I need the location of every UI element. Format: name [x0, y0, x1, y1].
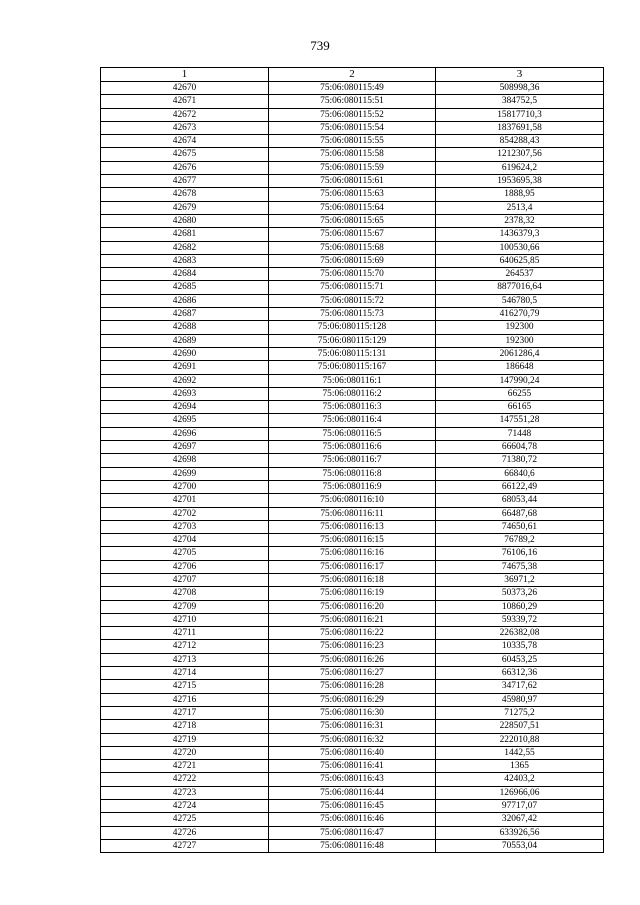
value-cell: 66165 [436, 401, 604, 414]
cadastral-number-cell: 75:06:080116:6 [269, 441, 436, 454]
table-row [101, 680, 604, 693]
row-number-cell: 42697 [101, 441, 269, 454]
cadastral-number-cell: 75:06:080116:19 [269, 587, 436, 600]
row-number-cell: 42707 [101, 573, 269, 586]
table-row [101, 547, 604, 560]
row-number-cell: 42719 [101, 733, 269, 746]
value-cell: 416270,79 [436, 308, 604, 321]
column-header-3: 3 [436, 68, 604, 82]
cadastral-number-cell: 75:06:080115:52 [269, 108, 436, 121]
cadastral-number-cell: 75:06:080116:3 [269, 401, 436, 414]
cadastral-number-cell: 75:06:080115:68 [269, 241, 436, 254]
table-row [101, 201, 604, 214]
cadastral-number-cell: 75:06:080116:27 [269, 667, 436, 680]
table-row [101, 361, 604, 374]
value-cell: 633926,56 [436, 826, 604, 839]
cadastral-number-cell: 75:06:080115:64 [269, 201, 436, 214]
value-cell: 619624,2 [436, 161, 604, 174]
table-row [101, 613, 604, 626]
table-row [101, 786, 604, 799]
table-row [101, 454, 604, 467]
table-row [101, 839, 604, 852]
cadastral-number-cell: 75:06:080115:72 [269, 294, 436, 307]
table-row [101, 374, 604, 387]
table-row [101, 640, 604, 653]
table-row [101, 175, 604, 188]
page-number: 739 [310, 38, 330, 53]
cadastral-number-cell: 75:06:080116:2 [269, 387, 436, 400]
value-cell: 66312,36 [436, 667, 604, 680]
row-number-cell: 42674 [101, 135, 269, 148]
cadastral-number-cell: 75:06:080116:13 [269, 520, 436, 533]
cadastral-number-cell: 75:06:080115:51 [269, 95, 436, 108]
cadastral-number-cell: 75:06:080116:20 [269, 600, 436, 613]
row-number-cell: 42700 [101, 480, 269, 493]
row-number-cell: 42684 [101, 268, 269, 281]
cadastral-number-cell: 75:06:080116:47 [269, 826, 436, 839]
row-number-cell: 42710 [101, 613, 269, 626]
table-row [101, 334, 604, 347]
value-cell: 74675,38 [436, 560, 604, 573]
row-number-cell: 42725 [101, 813, 269, 826]
cadastral-number-cell: 75:06:080115:55 [269, 135, 436, 148]
table-row [101, 826, 604, 839]
table-row [101, 467, 604, 480]
row-number-cell: 42677 [101, 175, 269, 188]
cadastral-number-cell: 75:06:080116:28 [269, 680, 436, 693]
table-row [101, 321, 604, 334]
cadastral-number-cell: 75:06:080116:31 [269, 720, 436, 733]
table-row [101, 760, 604, 773]
table-row [101, 148, 604, 161]
cadastral-number-cell: 75:06:080115:69 [269, 254, 436, 267]
row-number-cell: 42708 [101, 587, 269, 600]
table-row [101, 813, 604, 826]
value-cell: 59339,72 [436, 613, 604, 626]
cadastral-number-cell: 75:06:080116:7 [269, 454, 436, 467]
cadastral-number-cell: 75:06:080116:32 [269, 733, 436, 746]
row-number-cell: 42712 [101, 640, 269, 653]
table-row [101, 441, 604, 454]
row-number-cell: 42718 [101, 720, 269, 733]
cadastral-number-cell: 75:06:080116:5 [269, 427, 436, 440]
value-cell: 66122,49 [436, 480, 604, 493]
row-number-cell: 42686 [101, 294, 269, 307]
row-number-cell: 42695 [101, 414, 269, 427]
table-row [101, 800, 604, 813]
table-row [101, 653, 604, 666]
table-row [101, 480, 604, 493]
row-number-cell: 42701 [101, 494, 269, 507]
cadastral-number-cell: 75:06:080115:167 [269, 361, 436, 374]
value-cell: 192300 [436, 334, 604, 347]
row-number-cell: 42685 [101, 281, 269, 294]
row-number-cell: 42676 [101, 161, 269, 174]
value-cell: 32067,42 [436, 813, 604, 826]
table-row [101, 693, 604, 706]
row-number-cell: 42681 [101, 228, 269, 241]
table-row [101, 600, 604, 613]
value-cell: 2513,4 [436, 201, 604, 214]
table-row [101, 241, 604, 254]
table-row [101, 720, 604, 733]
row-number-cell: 42687 [101, 308, 269, 321]
table-row [101, 135, 604, 148]
row-number-cell: 42713 [101, 653, 269, 666]
value-cell: 76789,2 [436, 534, 604, 547]
value-cell: 1837691,58 [436, 121, 604, 134]
value-cell: 50373,26 [436, 587, 604, 600]
cadastral-number-cell: 75:06:080115:73 [269, 308, 436, 321]
table-row [101, 560, 604, 573]
cadastral-number-cell: 75:06:080116:11 [269, 507, 436, 520]
cadastral-number-cell: 75:06:080116:46 [269, 813, 436, 826]
value-cell: 186648 [436, 361, 604, 374]
row-number-cell: 42722 [101, 773, 269, 786]
value-cell: 1365 [436, 760, 604, 773]
table-row [101, 627, 604, 640]
row-number-cell: 42709 [101, 600, 269, 613]
value-cell: 126966,06 [436, 786, 604, 799]
value-cell: 10860,29 [436, 600, 604, 613]
value-cell: 226382,08 [436, 627, 604, 640]
table-row [101, 401, 604, 414]
value-cell: 66487,68 [436, 507, 604, 520]
cadastral-number-cell: 75:06:080116:45 [269, 800, 436, 813]
value-cell: 228507,51 [436, 720, 604, 733]
table-row [101, 534, 604, 547]
value-cell: 1442,55 [436, 746, 604, 759]
row-number-cell: 42716 [101, 693, 269, 706]
cadastral-number-cell: 75:06:080115:59 [269, 161, 436, 174]
cadastral-number-cell: 75:06:080115:61 [269, 175, 436, 188]
table-row [101, 95, 604, 108]
table-header-row [101, 68, 604, 82]
value-cell: 1888,95 [436, 188, 604, 201]
value-cell: 1953695,38 [436, 175, 604, 188]
table-row [101, 188, 604, 201]
table-row [101, 281, 604, 294]
cadastral-number-cell: 75:06:080115:49 [269, 82, 436, 95]
row-number-cell: 42703 [101, 520, 269, 533]
table-row [101, 494, 604, 507]
table-row [101, 667, 604, 680]
cadastral-number-cell: 75:06:080116:43 [269, 773, 436, 786]
value-cell: 2378,32 [436, 214, 604, 227]
cadastral-number-cell: 75:06:080116:23 [269, 640, 436, 653]
data-table [100, 67, 604, 853]
cadastral-number-cell: 75:06:080115:128 [269, 321, 436, 334]
value-cell: 71275,2 [436, 706, 604, 719]
value-cell: 71448 [436, 427, 604, 440]
cadastral-number-cell: 75:06:080116:8 [269, 467, 436, 480]
table-row [101, 507, 604, 520]
table-row [101, 773, 604, 786]
cadastral-number-cell: 75:06:080115:65 [269, 214, 436, 227]
table-row [101, 706, 604, 719]
row-number-cell: 42683 [101, 254, 269, 267]
value-cell: 1212307,56 [436, 148, 604, 161]
value-cell: 222010,88 [436, 733, 604, 746]
value-cell: 854288,43 [436, 135, 604, 148]
cadastral-number-cell: 75:06:080116:9 [269, 480, 436, 493]
value-cell: 546780,5 [436, 294, 604, 307]
table-row [101, 121, 604, 134]
row-number-cell: 42675 [101, 148, 269, 161]
row-number-cell: 42682 [101, 241, 269, 254]
row-number-cell: 42672 [101, 108, 269, 121]
cadastral-number-cell: 75:06:080116:10 [269, 494, 436, 507]
cadastral-number-cell: 75:06:080116:18 [269, 573, 436, 586]
row-number-cell: 42671 [101, 95, 269, 108]
row-number-cell: 42717 [101, 706, 269, 719]
row-number-cell: 42720 [101, 746, 269, 759]
table-row [101, 347, 604, 360]
value-cell: 76106,16 [436, 547, 604, 560]
cadastral-number-cell: 75:06:080116:40 [269, 746, 436, 759]
table-row [101, 254, 604, 267]
cadastral-number-cell: 75:06:080115:71 [269, 281, 436, 294]
column-header-2: 2 [269, 68, 436, 82]
cadastral-number-cell: 75:06:080116:29 [269, 693, 436, 706]
value-cell: 34717,62 [436, 680, 604, 693]
value-cell: 70553,04 [436, 839, 604, 852]
table-row [101, 294, 604, 307]
value-cell: 68053,44 [436, 494, 604, 507]
value-cell: 1436379,3 [436, 228, 604, 241]
row-number-cell: 42694 [101, 401, 269, 414]
table-row [101, 733, 604, 746]
table-row [101, 308, 604, 321]
value-cell: 97717,07 [436, 800, 604, 813]
row-number-cell: 42714 [101, 667, 269, 680]
row-number-cell: 42690 [101, 347, 269, 360]
value-cell: 10335,78 [436, 640, 604, 653]
row-number-cell: 42673 [101, 121, 269, 134]
row-number-cell: 42723 [101, 786, 269, 799]
row-number-cell: 42670 [101, 82, 269, 95]
value-cell: 264537 [436, 268, 604, 281]
row-number-cell: 42689 [101, 334, 269, 347]
value-cell: 384752,5 [436, 95, 604, 108]
value-cell: 147990,24 [436, 374, 604, 387]
row-number-cell: 42692 [101, 374, 269, 387]
cadastral-number-cell: 75:06:080116:16 [269, 547, 436, 560]
row-number-cell: 42727 [101, 839, 269, 852]
cadastral-number-cell: 75:06:080116:48 [269, 839, 436, 852]
value-cell: 147551,28 [436, 414, 604, 427]
cadastral-number-cell: 75:06:080116:44 [269, 786, 436, 799]
row-number-cell: 42726 [101, 826, 269, 839]
row-number-cell: 42711 [101, 627, 269, 640]
cadastral-number-cell: 75:06:080116:21 [269, 613, 436, 626]
cadastral-number-cell: 75:06:080116:15 [269, 534, 436, 547]
value-cell: 640625,85 [436, 254, 604, 267]
cadastral-number-cell: 75:06:080115:58 [269, 148, 436, 161]
cadastral-number-cell: 75:06:080115:63 [269, 188, 436, 201]
row-number-cell: 42699 [101, 467, 269, 480]
table-row [101, 108, 604, 121]
row-number-cell: 42721 [101, 760, 269, 773]
row-number-cell: 42706 [101, 560, 269, 573]
cadastral-number-cell: 75:06:080116:26 [269, 653, 436, 666]
cadastral-number-cell: 75:06:080116:17 [269, 560, 436, 573]
row-number-cell: 42693 [101, 387, 269, 400]
table-row [101, 414, 604, 427]
value-cell: 100530,66 [436, 241, 604, 254]
value-cell: 2061286,4 [436, 347, 604, 360]
cadastral-number-cell: 75:06:080115:67 [269, 228, 436, 241]
table-row [101, 161, 604, 174]
row-number-cell: 42696 [101, 427, 269, 440]
cadastral-number-cell: 75:06:080115:131 [269, 347, 436, 360]
value-cell: 36971,2 [436, 573, 604, 586]
cadastral-number-cell: 75:06:080115:70 [269, 268, 436, 281]
value-cell: 66255 [436, 387, 604, 400]
row-number-cell: 42715 [101, 680, 269, 693]
table-row [101, 82, 604, 95]
value-cell: 192300 [436, 321, 604, 334]
value-cell: 60453,25 [436, 653, 604, 666]
cadastral-number-cell: 75:06:080116:30 [269, 706, 436, 719]
value-cell: 45980,97 [436, 693, 604, 706]
value-cell: 66604,78 [436, 441, 604, 454]
row-number-cell: 42704 [101, 534, 269, 547]
value-cell: 42403,2 [436, 773, 604, 786]
table-row [101, 387, 604, 400]
table-row [101, 520, 604, 533]
table-row [101, 587, 604, 600]
value-cell: 15817710,3 [436, 108, 604, 121]
value-cell: 74650,61 [436, 520, 604, 533]
row-number-cell: 42678 [101, 188, 269, 201]
cadastral-number-cell: 75:06:080116:41 [269, 760, 436, 773]
row-number-cell: 42679 [101, 201, 269, 214]
value-cell: 71380,72 [436, 454, 604, 467]
table-row [101, 228, 604, 241]
table-row [101, 573, 604, 586]
value-cell: 508998,36 [436, 82, 604, 95]
row-number-cell: 42705 [101, 547, 269, 560]
row-number-cell: 42691 [101, 361, 269, 374]
row-number-cell: 42680 [101, 214, 269, 227]
row-number-cell: 42688 [101, 321, 269, 334]
table-body [101, 82, 604, 853]
cadastral-number-cell: 75:06:080116:22 [269, 627, 436, 640]
value-cell: 8877016,64 [436, 281, 604, 294]
cadastral-number-cell: 75:06:080115:54 [269, 121, 436, 134]
row-number-cell: 42702 [101, 507, 269, 520]
table-row [101, 427, 604, 440]
row-number-cell: 42698 [101, 454, 269, 467]
column-header-1: 1 [101, 68, 269, 82]
value-cell: 66840,6 [436, 467, 604, 480]
cadastral-number-cell: 75:06:080116:4 [269, 414, 436, 427]
row-number-cell: 42724 [101, 800, 269, 813]
table-row [101, 214, 604, 227]
cadastral-number-cell: 75:06:080115:129 [269, 334, 436, 347]
table-row [101, 268, 604, 281]
cadastral-number-cell: 75:06:080116:1 [269, 374, 436, 387]
table-row [101, 746, 604, 759]
